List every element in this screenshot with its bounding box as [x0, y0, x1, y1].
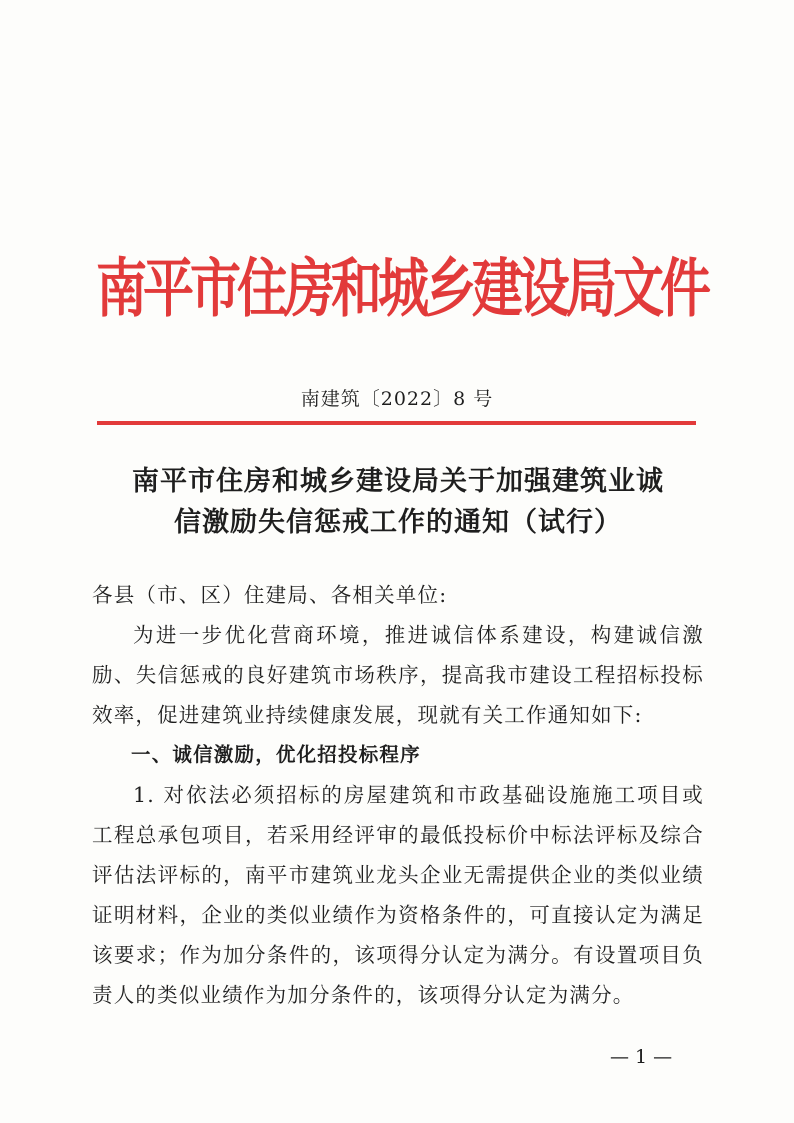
- item-paragraph: 1. 对依法必须招标的房屋建筑和市政基础设施施工项目或工程总承包项目，若采用经评审的最低投标价中标法评标及综合评估法评标的，南平市建筑业龙头企业无需提供企业的类似业绩证明材料，企业的类似业绩作为资格条件的，可直接认定为满足该要求；作为加分条件的，该项得分认定为满分。有设置项目负责人的类似业绩作为加分条件的，该项得分认定为满分。: [92, 783, 704, 1007]
- notice-title-line-1: 南平市住房和城乡建设局关于加强建筑业诚: [132, 466, 664, 497]
- intro-paragraph: 为进一步优化营商环境，推进诚信体系建设，构建诚信激励、失信惩戒的良好建筑市场秩序，提高我市建设工程招标投标效率，促进建筑业持续健康发展，现就有关工作通知如下:: [92, 623, 704, 727]
- section-heading: 一、诚信激励，优化招投标程序: [131, 743, 421, 766]
- notice-title: [96, 461, 700, 543]
- notice-body: [92, 575, 704, 1015]
- masthead-title: 南平市住房和城乡建设局文件: [96, 253, 708, 327]
- red-divider-line: [97, 421, 696, 425]
- salutation: 各县（市、区）住建局、各相关单位:: [92, 583, 448, 607]
- document-number: 南建筑〔2022〕8 号: [300, 388, 494, 410]
- page-number: — 1 —: [610, 1046, 673, 1068]
- notice-title-line-2: 信激励失信惩戒工作的通知（试行）: [174, 507, 622, 538]
